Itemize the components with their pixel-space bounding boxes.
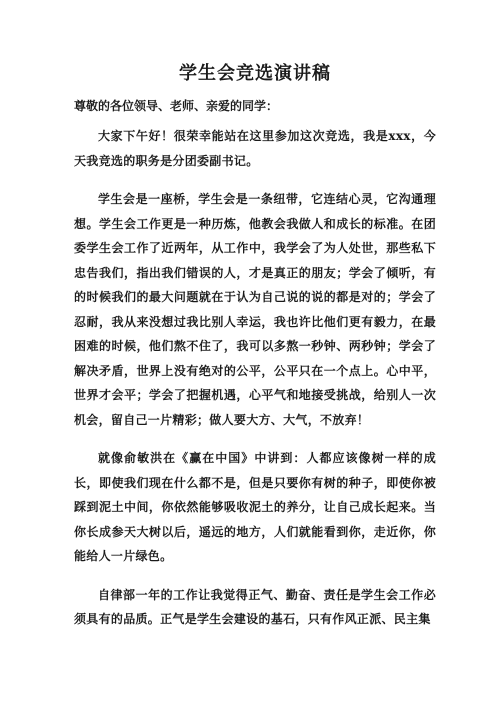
paragraph-student-union: 学生会是一座桥，学生会是一条纽带，它连结心灵，它沟通理想。学生会工作更是一种历炼，他教会我做人和成长的标准。在团委学生会工作了近两年，从工作中，我学会了为人处世，那些私下忠告我们，指出我们错误的人，才是真正的朋友；学会了倾听，有的时候我们的最大问题就在于认为自己说的说的都是对的；学会了忍耐，我从来没想过我比别人幸运，我也许比他们更有毅力，在最困难的时候，他们熬不住了，我可以多熬一秒钟、两秒钟；学会了解决矛盾，世界上没有绝对的公平，公平只在一个点上。心中平，世界才会平；学会了把握机遇，心平气和地接受挑战，给别人一次机会，留自己一片精彩；做人要大方、大气，不放弃！ bbox=[74, 192, 436, 427]
paragraph-greeting: 大家下午好！很荣幸能站在这里参加这次竞选，我是xxx，今天我竞选的职务是分团委副书记。 bbox=[74, 129, 436, 168]
document-title: 学生会竞选演讲稿 bbox=[179, 63, 331, 84]
paragraph-quote: 就像俞敏洪在《赢在中国》中讲到：人都应该像树一样的成长，即使我们现在什么都不是，但是只要你有树的种子，即使你被踩到泥土中间，你依然能够吸收泥土的养分，让自己成长起来。当你长成参天大树以后，遥远的地方，人们就能看到你，走近你，你能给人一片绿色。 bbox=[74, 451, 436, 563]
paragraph-discipline: 自律部一年的工作让我觉得正气、勤奋、责任是学生会工作必须具有的品质。正气是学生会建设的基石，只有作风正派、民主集 bbox=[74, 587, 436, 626]
salutation: 尊敬的各位领导、老师、亲爱的同学： bbox=[74, 99, 279, 113]
